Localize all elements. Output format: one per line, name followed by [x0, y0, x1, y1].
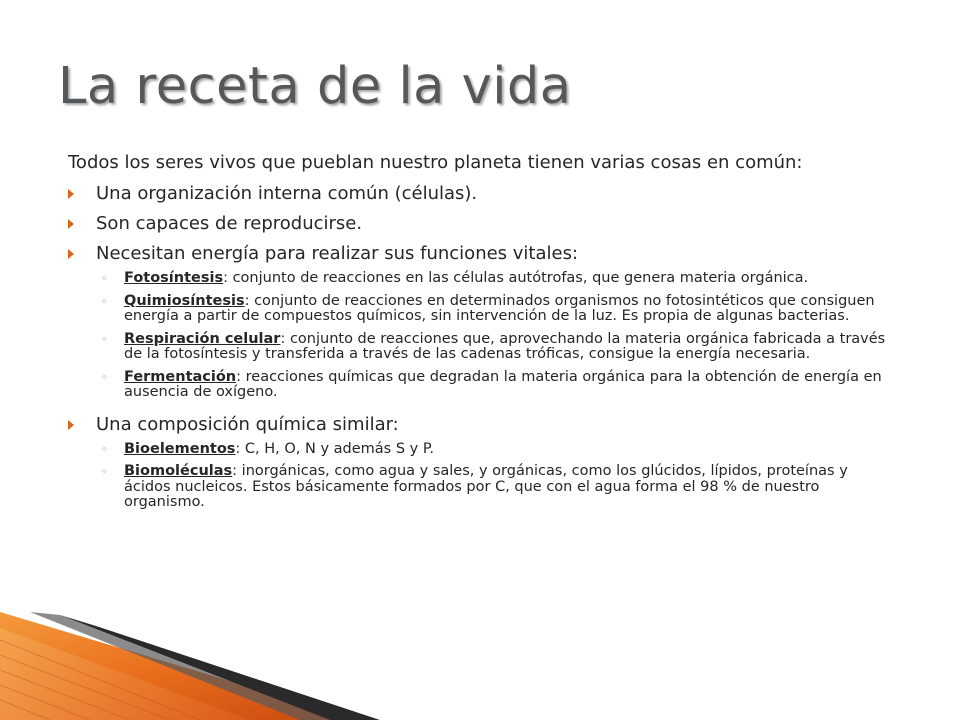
circle-bullet-icon: ◦: [101, 442, 108, 456]
subitem-text: : conjunto de reacciones en determinados organismos no fotosintéticos que consiguen energía a partir de compuestos químicos, sin intervención de la luz. Es propia de algunas bacterias.: [124, 292, 875, 324]
orange-stripes: [0, 628, 250, 720]
subitem-biomolecules: [68, 464, 888, 511]
subitem-bioelements: [68, 442, 888, 458]
intro-text: Todos los seres vivos que pueblan nuestro planeta tienen varias cosas en común:: [68, 152, 803, 173]
circle-bullet-icon: ◦: [101, 294, 108, 308]
slide-title: La receta de la vida: [58, 57, 572, 116]
arrow-bullet-icon: [68, 420, 74, 430]
orange-stripe-lines: [0, 640, 200, 720]
bullet-text: Una composición química similar:: [96, 413, 399, 435]
subitem-term: Quimiosíntesis: [124, 292, 245, 309]
bullet-text: Necesitan energía para realizar sus funciones vitales:: [96, 243, 579, 264]
subitem-fermentation: [68, 370, 888, 401]
bullet-reproduction: [68, 214, 888, 233]
subitem-text: : reacciones químicas que degradan la materia orgánica para la obtención de energía en ausencia de oxígeno.: [124, 368, 882, 400]
subitem-term: Bioelementos: [124, 440, 236, 457]
bullet-cells: [68, 184, 888, 203]
subitem-text: : inorgánicas, como agua y sales, y orgánicas, como los glúcidos, lípidos, proteínas y ácidos nucleicos. Estos básicamente formados por C, que con el agua forma el 98 % de nuestro organismo.: [124, 463, 848, 510]
dark-sweep-shadow: [30, 612, 330, 720]
slide-body: [68, 153, 888, 521]
arrow-bullet-icon: [68, 249, 74, 259]
subitem-term: Respiración celular: [124, 330, 281, 347]
subitem-text: : conjunto de reacciones que, aprovechando la materia orgánica fabricada a través de la fotosíntesis y transferida a través de las cadenas tróficas, consigue la energía necesaria.: [124, 330, 886, 362]
subitem-term: Fermentación: [124, 368, 237, 385]
subitem-chemosynthesis: [68, 294, 888, 325]
circle-bullet-icon: ◦: [101, 272, 108, 285]
subitem-respiration: [68, 332, 888, 363]
subitem-photosynthesis: [68, 271, 888, 287]
subitem-term: Biomoléculas: [124, 463, 233, 479]
orange-wedge: [0, 612, 360, 720]
dark-sweep: [60, 615, 380, 720]
bullet-text: Son capaces de reproducirse.: [96, 213, 363, 234]
bullet-energy: [68, 244, 888, 263]
bullet-composition: [68, 415, 888, 434]
subitem-term: Fotosíntesis: [124, 270, 224, 286]
subitem-text: : conjunto de reacciones en las células autótrofas, que genera materia orgánica.: [223, 270, 809, 286]
arrow-bullet-icon: [68, 189, 74, 199]
subitem-text: : C, H, O, N y además S y P.: [235, 440, 434, 457]
circle-bullet-icon: ◦: [101, 465, 108, 478]
circle-bullet-icon: ◦: [101, 332, 108, 346]
circle-bullet-icon: ◦: [101, 370, 108, 384]
arrow-bullet-icon: [68, 219, 74, 229]
bullet-text: Una organización interna común (células).: [96, 183, 478, 204]
